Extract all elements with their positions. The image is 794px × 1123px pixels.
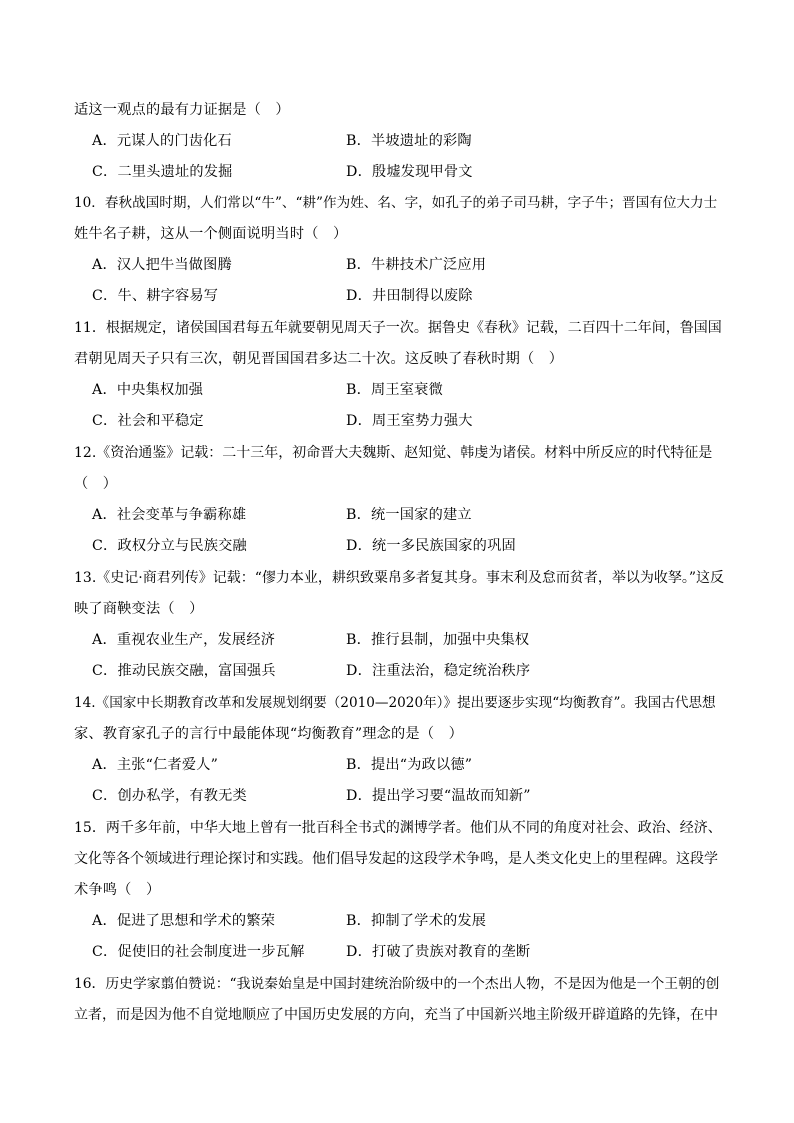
q15-option-b: B．抑制了学术的发展 [346, 913, 487, 929]
q10-option-d: D．井田制得以废除 [346, 288, 473, 304]
q10-option-a: A．汉人把牛当做图腾 [92, 257, 232, 273]
q15-stem-line3: 术争鸣（ ） [74, 882, 161, 898]
q13-stem-line2: 映了商鞅变法（ ） [74, 601, 204, 617]
q13-option-a: A．重视农业生产，发展经济 [92, 632, 276, 648]
q9-option-c: C．二里头遗址的发掘 [92, 164, 233, 180]
q12-stem-line2: （ ） [74, 476, 118, 492]
q12-option-c: C．政权分立与民族交融 [92, 538, 247, 554]
q12-option-d: D．统一多民族国家的巩固 [346, 538, 516, 554]
q14-option-a: A．主张“仁者爱人” [92, 757, 219, 773]
q12-option-b: B．统一国家的建立 [346, 507, 472, 523]
q15-stem-line2: 文化等各个领域进行理论探讨和实践。他们倡导发起的这段学术争鸣，是人类文化史上的里程碑。这段学 [74, 851, 718, 867]
q13-option-b: B．推行县制，加强中央集权 [346, 632, 530, 648]
q11-option-a: A．中央集权加强 [92, 382, 204, 398]
q13-option-c: C．推动民族交融，富国强兵 [92, 663, 276, 679]
q11-option-c: C．社会和平稳定 [92, 413, 204, 429]
q11-stem-line2: 君朝见周天子只有三次，朝见晋国国君多达二十次。这反映了春秋时期（ ） [74, 351, 564, 367]
q15-stem-line1: 15．两千多年前，中华大地上曾有一批百科全书式的渊博学者。他们从不同的角度对社会、政治、经济、 [74, 820, 722, 836]
q10-stem-line2: 姓牛名子耕，这从一个侧面说明当时（ ） [74, 226, 348, 242]
q11-option-d: D．周王室势力强大 [346, 413, 473, 429]
q9-stem-tail: 适这一观点的最有力证据是（ ） [74, 102, 290, 118]
q9-option-a: A．元谋人的门齿化石 [92, 133, 232, 149]
q15-option-c: C．促使旧的社会制度进一步瓦解 [92, 944, 305, 960]
q10-option-b: B．牛耕技术广泛应用 [346, 257, 487, 273]
q10-stem-line1: 10．春秋战国时期，人们常以“牛”、“耕”作为姓、名、字，如孔子的弟子司马耕，字子牛；晋国有位大力士 [74, 195, 718, 211]
q10-option-c: C．牛、耕字容易写 [92, 288, 219, 304]
q16-stem-line1: 16．历史学家翦伯赞说：“我说秦始皇是中国封建统治阶级中的一个杰出人物，不是因为他是一个王朝的创 [74, 976, 720, 992]
q11-option-b: B．周王室衰微 [346, 382, 443, 398]
q12-stem-line1: 12.《资治通鉴》记载：二十三年，初命晋大夫魏斯、赵知觉、韩虔为诸侯。材料中所反应的时代特征是 [74, 445, 713, 461]
q13-stem-line1: 13.《史记·商君列传》记载：“僇力本业，耕织致粟帛多者复其身。事末利及怠而贫者，举以为收孥。”这反 [74, 570, 725, 586]
q9-option-b: B．半坡遗址的彩陶 [346, 133, 472, 149]
q14-option-c: C．创办私学，有教无类 [92, 788, 247, 804]
q12-option-a: A．社会变革与争霸称雄 [92, 507, 247, 523]
q14-option-d: D．提出学习要“温故而知新” [346, 788, 531, 804]
q13-option-d: D．注重法治，稳定统治秩序 [346, 663, 531, 679]
q15-option-a: A．促进了思想和学术的繁荣 [92, 913, 276, 929]
q14-option-b: B．提出“为政以德” [346, 757, 473, 773]
q15-option-d: D．打破了贵族对教育的垄断 [346, 944, 531, 960]
q9-option-d: D．殷墟发现甲骨文 [346, 164, 473, 180]
q16-stem-line2: 立者，而是因为他不自觉地顺应了中国历史发展的方向，充当了中国新兴地主阶级开辟道路的先锋，在中 [74, 1007, 718, 1023]
q14-stem-line2: 家、教育家孔子的言行中最能体现“均衡教育”理念的是（ ） [74, 726, 463, 742]
q14-stem-line1: 14.《国家中长期教育改革和发展规划纲要（2010—2020年）》提出要逐步实现“均衡教育”。我国古代思想 [74, 695, 716, 711]
q11-stem-line1: 11．根据规定，诸侯国国君每五年就要朝见周天子一次。据鲁史《春秋》记载，二百四十二年间，鲁国国 [74, 320, 722, 336]
